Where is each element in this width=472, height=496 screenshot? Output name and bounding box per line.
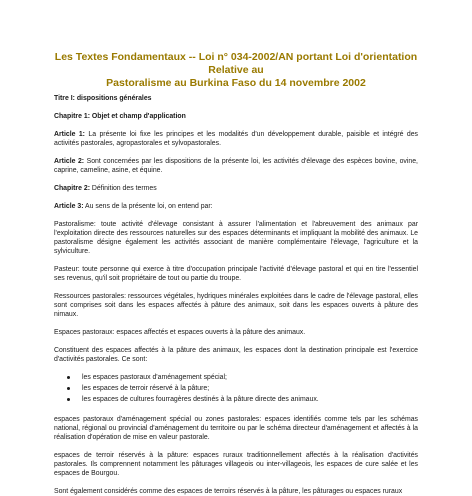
list-item: les espaces de cultures fourragères destinés à la pâture directe des animaux. bbox=[54, 395, 418, 406]
titre-1-heading: Titre I: dispositions générales bbox=[54, 95, 152, 102]
list-item: les espaces pastoraux d'aménagement spécial; bbox=[54, 373, 418, 384]
title-line-2: Pastoralisme au Burkina Faso du 14 novembre 2002 bbox=[106, 77, 366, 89]
document-body bbox=[54, 94, 418, 496]
definition-pasteur: Pasteur: toute personne qui exerce à titre d'occupation principale l'activité d'élevage pastoral et qui en tire l'essentiel ses revenus, qu'il soit propriétaire de tout ou partie du troupe. bbox=[54, 266, 418, 282]
article-1-label: Article 1: bbox=[54, 131, 85, 138]
chapitre-1-heading: Chapitre 1: Objet et champ d'application bbox=[54, 113, 186, 120]
article-2-text: Sont concernées par les dispositions de la présente loi, les activités d'élevage des espèces bovine, ovine, caprine, cameline, asine, et équine. bbox=[54, 158, 418, 174]
article-3 bbox=[54, 202, 418, 211]
article-1 bbox=[54, 130, 418, 148]
document-title bbox=[40, 51, 432, 90]
list-item: les espaces de terroir réservé à la pâture; bbox=[54, 384, 418, 395]
espaces-list bbox=[54, 373, 418, 406]
constituent-paragraph: Constituent des espaces affectés à la pâture des animaux, les espaces dont la destination principale est l'exercice d'activités pastorales. Ce sont: bbox=[54, 347, 418, 363]
definition-ressources-pastorales: Ressources pastorales: ressources végétales, hydriques minérales exploitées dans le cadre de l'élevage pastoral, elles sont comprises soit dans les espaces affectés à pâture des animaux, soit dans les espaces ouverts à pâture des nimaux. bbox=[54, 293, 418, 318]
definition-amenagement-special: espaces pastoraux d'aménagement spécial ou zones pastorales: espaces identifiés comme tels par les schémas national, régional ou provincial d'aménagement du territoire ou par le schéma directeur d'aménagement et affectés à la réalisation d'opération de mise en valeur pastorale. bbox=[54, 416, 418, 441]
definition-espaces-pastoraux: Espaces pastoraux: espaces affectés et espaces ouverts à la pâture des animaux. bbox=[54, 329, 306, 336]
title-line-1: Les Textes Fondamentaux -- Loi n° 034-2002/AN portant Loi d'orientation Relative au bbox=[54, 51, 418, 76]
paragraph-continued: Sont également considérés comme des espaces de terroirs réservés à la pâture, les pâturages ou espaces ruraux bbox=[54, 488, 403, 495]
article-2 bbox=[54, 157, 418, 175]
article-3-text: Au sens de la présente loi, on entend par: bbox=[83, 203, 213, 210]
definition-pastoralisme: Pastoralisme: toute activité d'élevage consistant à assurer l'alimentation et l'abreuvement des animaux par l'exploitation directe des ressources naturelles sur des espaces déterminants et impliquant la mobilité des animaux. Le pastoralisme désigne également les activités associant de manière complémentaire l'élevage, l'agriculture et la sylviculture. bbox=[54, 221, 418, 255]
article-2-label: Article 2: bbox=[54, 158, 85, 165]
article-1-text: La présente loi fixe les principes et les modalités d'un développement durable, paisible et intégré des activités pastorales, agropastorales et sylvopastorales. bbox=[54, 131, 418, 147]
article-3-label: Article 3: bbox=[54, 203, 84, 210]
definition-terroir-reserve: espaces de terroir réservés à la pâture: espaces ruraux traditionnellement affectés à la réalisation d'activités pastorales. Ils comprennent notamment les pâturages villageois ou inter-villageois, les espaces de cure salée et les espaces de Bourgou. bbox=[54, 452, 418, 477]
chapitre-2-heading bbox=[54, 184, 418, 193]
chapitre-2-label: Chapitre 2: bbox=[54, 185, 90, 192]
chapitre-2-text: Définition des termes bbox=[90, 185, 157, 192]
